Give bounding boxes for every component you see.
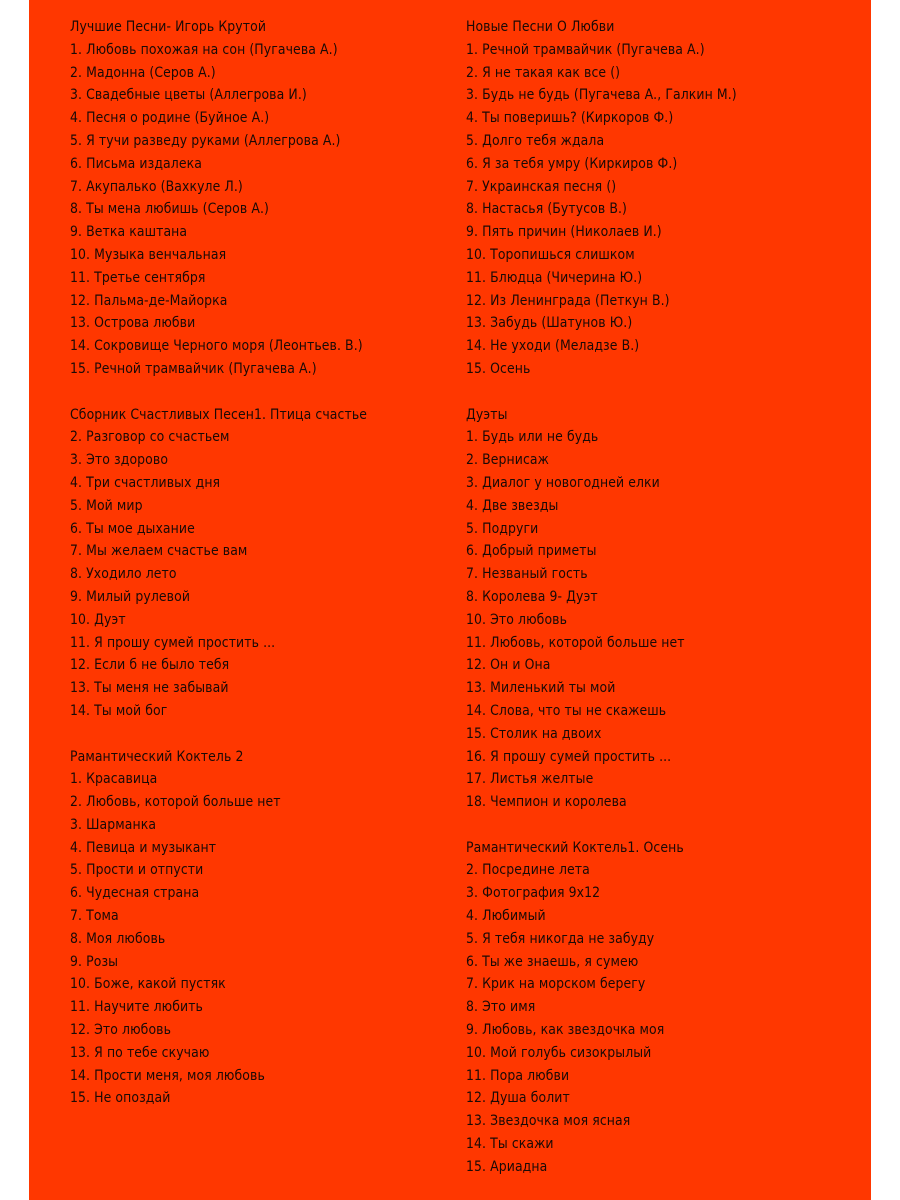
track-item: 13. Острова любви	[70, 315, 196, 332]
track-item: 12. Он и Она	[466, 657, 551, 674]
track-item: 2. Любовь, которой больше нет	[70, 794, 281, 811]
track-item: 12. Из Ленинграда (Петкун В.)	[466, 292, 670, 309]
track-item: 3. Это здорово	[70, 452, 169, 469]
track-item: 14. Ты скажи	[466, 1136, 554, 1153]
track-item: 10. Боже, какой пустяк	[70, 976, 226, 993]
track-item: 1. Будь или не будь	[466, 429, 599, 446]
track-item: 12. Это любовь	[70, 1022, 172, 1039]
album-title: Рамантический Коктель1. Осень	[466, 839, 684, 856]
track-item: 6. Чудесная страна	[70, 885, 200, 902]
track-item: 5. Я тучи разведу руками (Аллегрова А.)	[70, 132, 341, 149]
track-item: 14. Не уходи (Меладзе В.)	[466, 338, 640, 355]
track-item: 13. Забудь (Шатунов Ю.)	[466, 315, 633, 332]
track-item: 17. Листья желтые	[466, 771, 594, 788]
album-romantic-cocktail-2	[70, 746, 470, 1111]
track-item: 8. Королева 9- Дуэт	[466, 588, 598, 605]
track-item: 4. Ты поверишь? (Киркоров Ф.)	[466, 110, 674, 127]
tracklist-sheet	[29, 0, 871, 1200]
track-item: 8. Это имя	[466, 999, 536, 1016]
track-item: 7. Мы желаем счастье вам	[70, 543, 248, 560]
track-item: 11. Научите любить	[70, 999, 203, 1016]
track-item: 10. Торопишься слишком	[466, 246, 635, 263]
track-item: 8. Уходило лето	[70, 566, 177, 583]
track-item: 8. Моя любовь	[70, 930, 166, 947]
track-item: 4. Две звезды	[466, 497, 559, 514]
track-item: 5. Я тебя никогда не забуду	[466, 930, 655, 947]
track-item: 7. Акупалько (Вахкуле Л.)	[70, 178, 243, 195]
track-item: 8. Ты мена любишь (Серов А.)	[70, 201, 269, 218]
track-item: 6. Добрый приметы	[466, 543, 597, 560]
track-item: 2. Я не такая как все ()	[466, 64, 621, 81]
track-item: 7. Незваный гость	[466, 566, 588, 583]
track-item: 9. Розы	[70, 953, 119, 970]
track-item: 6. Письма издалека	[70, 155, 202, 172]
track-item: 7. Крик на морском берегу	[466, 976, 646, 993]
track-item: 10. Мой голубь сизокрылый	[466, 1044, 652, 1061]
album-title: Лучшие Песни- Игорь Крутой	[70, 19, 267, 35]
track-item: 5. Прости и отпусти	[70, 862, 204, 879]
track-item: 15. Речной трамвайчик (Пугачева А.)	[70, 360, 317, 377]
track-item: 9. Пять причин (Николаев И.)	[466, 224, 662, 241]
album-best-songs-krutoy	[70, 16, 470, 381]
track-item: 3. Шарманка	[70, 816, 157, 833]
track-item: 15. Ариадна	[466, 1158, 548, 1175]
track-item: 11. Пора любви	[466, 1067, 570, 1084]
track-item: 5. Подруги	[466, 520, 539, 537]
album-title: Дуэты	[466, 406, 508, 423]
album-title: Сборник Счастливых Песен1. Птица счастье	[70, 406, 368, 423]
track-item: 9. Милый рулевой	[70, 588, 191, 605]
track-item: 2. Мадонна (Серов А.)	[70, 64, 216, 81]
track-item: 6. Я за тебя умру (Киркиров Ф.)	[466, 155, 678, 172]
track-item: 10. Музыка венчальная	[70, 246, 227, 263]
track-item: 14. Сокровище Черного моря (Леонтьев. В.)	[70, 338, 363, 355]
track-item: 11. Я прошу сумей простить ...	[70, 634, 276, 651]
album-title: Рамантический Коктель 2	[70, 748, 244, 765]
track-item: 4. Любимый	[466, 908, 546, 925]
track-item: 1. Любовь похожая на сон (Пугачева А.)	[70, 41, 338, 58]
album-happy-songs	[70, 404, 470, 723]
track-item: 11. Третье сентября	[70, 269, 206, 286]
track-item: 11. Блюдца (Чичерина Ю.)	[466, 269, 643, 286]
track-item: 12. Душа болит	[466, 1090, 570, 1107]
track-item: 13. Звездочка моя ясная	[466, 1113, 631, 1130]
track-item: 15. Столик на двоих	[466, 725, 602, 742]
track-item: 8. Настасья (Бутусов В.)	[466, 201, 628, 218]
track-item: 14. Ты мой бог	[70, 702, 168, 719]
track-item: 13. Миленький ты мой	[466, 680, 616, 697]
left-column	[70, 16, 470, 1133]
track-item: 1. Речной трамвайчик (Пугачева А.)	[466, 41, 705, 58]
track-item: 12. Пальма-де-Майорка	[70, 292, 228, 309]
track-item: 15. Не опоздай	[70, 1090, 171, 1107]
track-item: 14. Слова, что ты не скажешь	[466, 702, 667, 719]
track-item: 6. Ты мое дыхание	[70, 520, 195, 537]
album-title: Новые Песни О Любви	[466, 19, 615, 35]
track-item: 15. Осень	[466, 360, 531, 377]
track-item: 3. Свадебные цветы (Аллегрова И.)	[70, 87, 307, 104]
track-item: 13. Я по тебе скучаю	[70, 1044, 210, 1061]
track-item: 7. Тома	[70, 908, 119, 925]
track-item: 18. Чемпион и королева	[466, 794, 627, 811]
track-item: 5. Мой мир	[70, 497, 143, 514]
album-romantic-cocktail-1	[466, 837, 866, 1179]
track-item: 14. Прости меня, моя любовь	[70, 1067, 265, 1084]
track-item: 9. Любовь, как звездочка моя	[466, 1022, 665, 1039]
right-column	[466, 16, 866, 1200]
track-item: 1. Красавица	[70, 771, 158, 788]
track-item: 4. Три счастливых дня	[70, 474, 221, 491]
track-item: 3. Фотография 9х12	[466, 885, 601, 902]
track-item: 3. Будь не будь (Пугачева А., Галкин М.)	[466, 87, 737, 104]
track-item: 10. Дуэт	[70, 611, 126, 628]
album-duets	[466, 404, 866, 814]
track-item: 9. Ветка каштана	[70, 224, 188, 241]
track-item: 4. Песня о родине (Буйное А.)	[70, 110, 270, 127]
track-item: 3. Диалог у новогодней елки	[466, 474, 660, 491]
track-item: 6. Ты же знаешь, я сумею	[466, 953, 639, 970]
track-item: 2. Вернисаж	[466, 452, 549, 469]
album-new-love-songs	[466, 16, 866, 381]
track-item: 16. Я прошу сумей простить ...	[466, 748, 672, 765]
track-item: 5. Долго тебя ждала	[466, 132, 605, 149]
track-item: 2. Разговор со счастьем	[70, 429, 230, 446]
track-item: 10. Это любовь	[466, 611, 568, 628]
track-item: 12. Если б не было тебя	[70, 657, 230, 674]
track-item: 4. Певица и музыкант	[70, 839, 217, 856]
track-item: 2. Посредине лета	[466, 862, 590, 879]
track-item: 11. Любовь, которой больше нет	[466, 634, 685, 651]
track-item: 13. Ты меня не забывай	[70, 680, 229, 697]
track-item: 7. Украинская песня ()	[466, 178, 617, 195]
